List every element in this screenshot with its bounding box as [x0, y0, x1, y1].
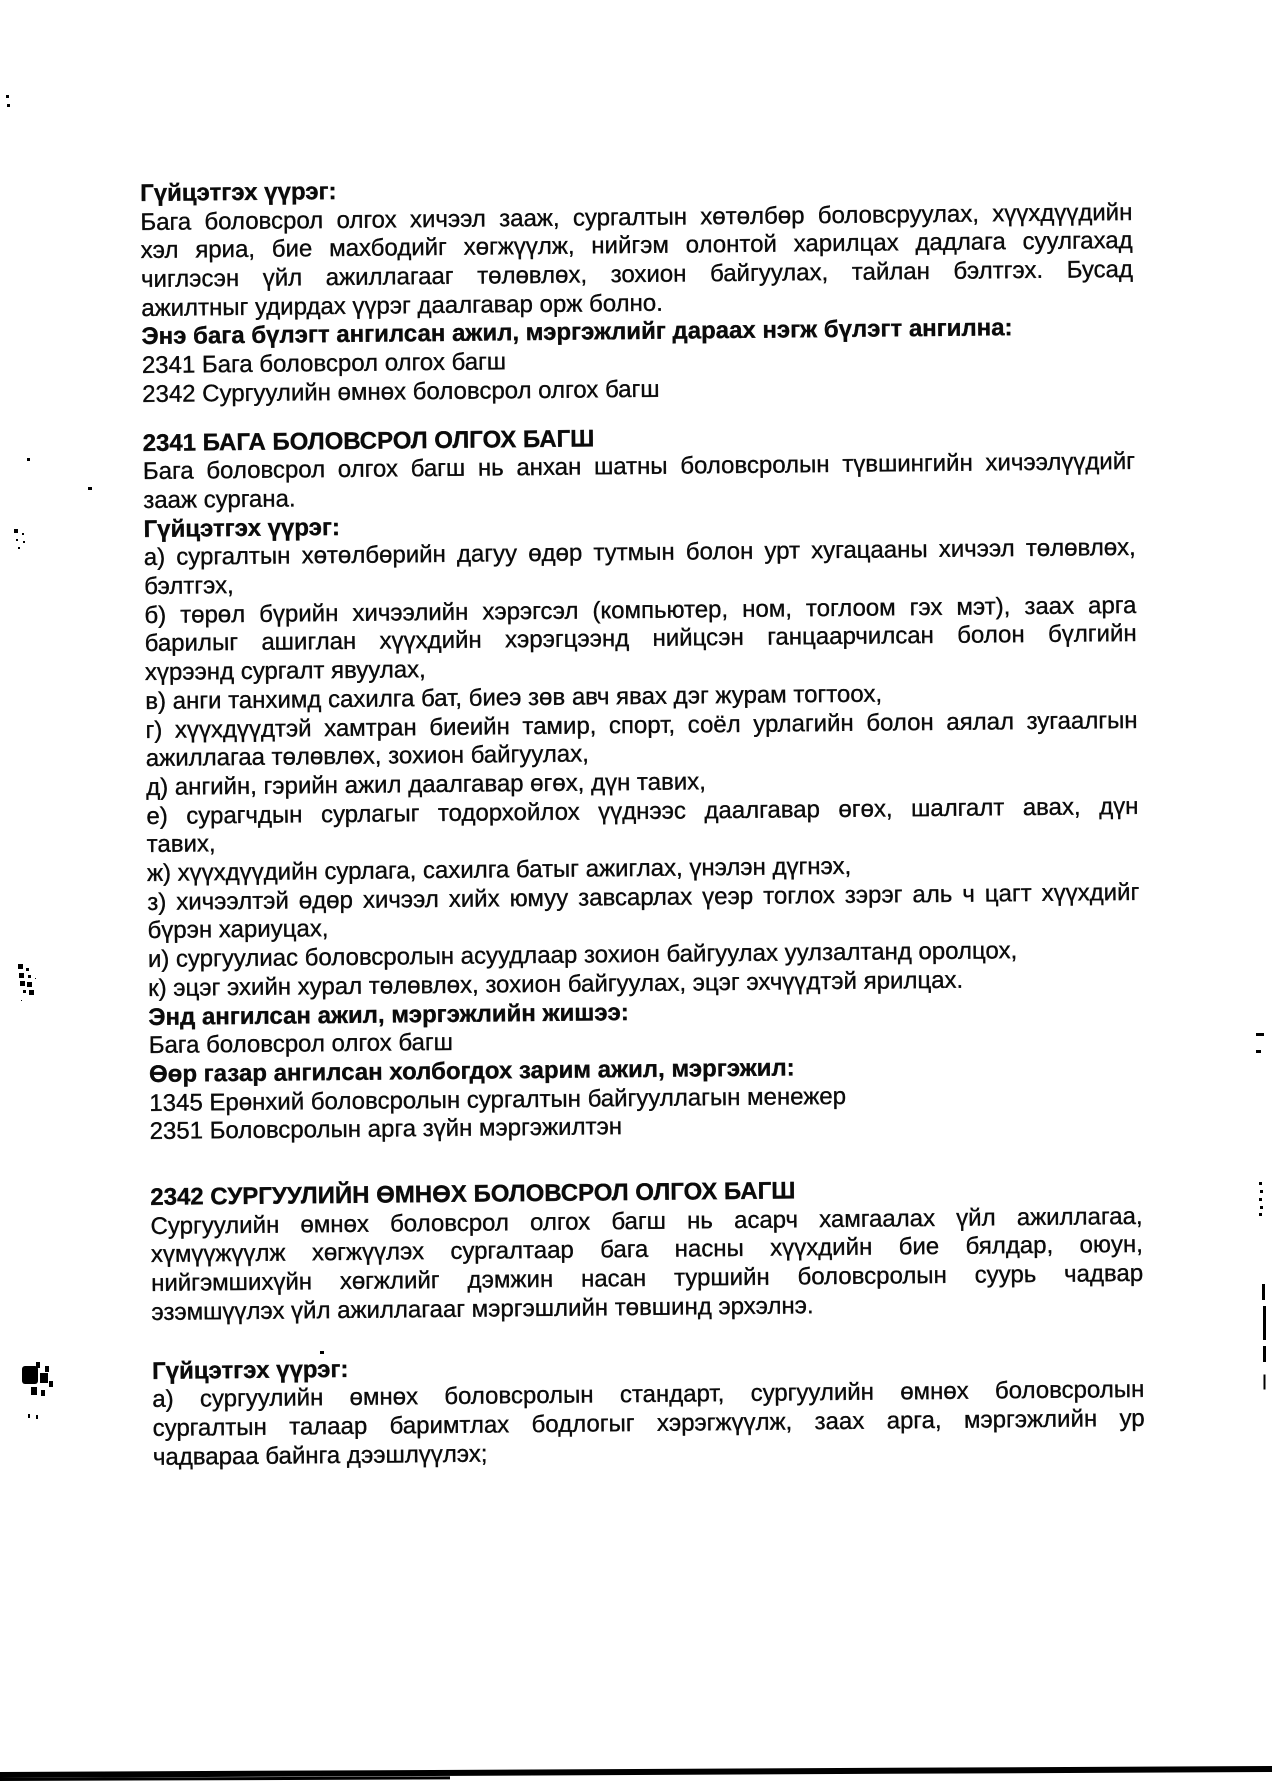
text-line: Энэ бага бүлэгт ангилсан ажил, мэргэжлийг дараах нэгж бүлэгт ангилна:: [141, 314, 1013, 351]
text-line: 2342 Сургуулийн өмнөх боловсрол олгох багш: [142, 375, 660, 408]
text-line: 2341 БАГА БОЛОВСРОЛ ОЛГОХ БАГШ: [142, 424, 595, 457]
text-line: Бага боловсрол олгох багш нь анхан шатны боловсролын түвшингийн хичээлүүдийг: [142, 448, 1136, 486]
text-line: 2341 Бага боловсрол олгох багш: [141, 348, 507, 380]
text-line: Бага боловсрол олгох хичээл зааж, сургалтын хөтөлбөр боловсруулах, хүүхдүүдийн: [140, 198, 1133, 236]
text-line: 2351 Боловсролын арга зүйн мэргэжилтэн: [149, 1113, 623, 1146]
scan-speck: [27, 458, 30, 461]
text-line: к) эцэг эхийн хурал төлөвлөх, зохион байгуулах, эцэг эхчүүдтэй ярилцах.: [148, 966, 964, 1002]
scan-edge-dots: [1259, 1182, 1262, 1185]
text-line: а) сургуулийн өмнөх боловсролын стандарт, сургуулийн өмнөх боловсролын: [152, 1376, 1145, 1414]
text-line: чадвараа байнга дээшлүүлэх;: [152, 1440, 488, 1471]
text-line: чиглэсэн үйл ажиллагааг төлөвлөх, зохион байгуулах, тайлан бэлтгэх. Бусад: [140, 256, 1134, 294]
text-line: хүрээнд сургалт явуулах,: [144, 656, 426, 687]
block-section-2342-duties: [152, 1347, 1145, 1472]
text-line: г) хүүхдүүдтэй хамтран биеийн тамир, спорт, соёл урлагийн болон аялал зугаалгын: [145, 706, 1138, 744]
scan-speck: [1256, 1050, 1261, 1053]
text-line: Гүйцэтгэх үүрэг:: [143, 513, 341, 543]
scan-speck: [1256, 1033, 1264, 1036]
scan-speck: [6, 95, 9, 98]
scan-smudge: [18, 964, 23, 969]
scan-smudge: [14, 529, 18, 533]
text-line: Бага боловсрол олгох багш: [148, 1029, 454, 1060]
text-line: Гүйцэтгэх үүрэг:: [151, 1355, 349, 1385]
text-line: Гүйцэтгэх үүрэг:: [140, 178, 337, 207]
text-line: барилыг ашиглан хүүхдийн хэрэгцээнд нийцсэн ганцаарчилсан болон бүлгийн: [144, 620, 1137, 658]
text-line: Энд ангилсан ажил, мэргэжлийн жишээ:: [148, 998, 629, 1031]
scan-speck: [320, 1351, 324, 1354]
text-line: з) хичээлтэй өдөр хичээл хийх юмуу завсарлах үеэр тоглох зэрэг аль ч цагт хүүхдийг: [147, 878, 1140, 916]
text-line: д) ангийн, гэрийн ажил даалгавар өгөх, дүн тавих,: [146, 768, 706, 801]
text-line: Сургуулийн өмнөх боловсрол олгох багш нь асарч хамгаалах үйл ажиллагаа,: [150, 1202, 1143, 1240]
scan-edge-line: [1262, 1284, 1265, 1300]
text-line: хэл яриа, бие махбодийг хөгжүүлж, нийгэм олонтой харилцах дадлага суулгахад: [140, 227, 1133, 265]
text-line: б) төрөл бүрийн хичээлийн хэрэгсэл (компьютер, ном, тоглоом гэх мэт), заах арга: [144, 591, 1137, 629]
scan-edge-line: [1263, 1306, 1266, 1340]
text-line: Өөр газар ангилсан холбогдох зарим ажил, мэргэжил:: [148, 1054, 795, 1088]
text-line: нийгэмшихүйн хөгжлийг дэмжин насан туршийн боловсролын суурь чадвар: [151, 1260, 1144, 1298]
scan-smudge: [22, 1366, 38, 1384]
text-line: 1345 Ерөнхий боловсролын сургалтын байгууллагын менежер: [149, 1082, 847, 1117]
text-line: а) сургалтын хөтөлбөрийн дагуу өдөр тутмын болон урт хугацааны хичээл төлөвлөх,: [143, 534, 1136, 572]
text-line: тавих,: [146, 830, 216, 859]
text-line: ж) хүүхдүүдийн сурлага, сахилга батыг ажиглах, үнэлэн дүгнэх,: [146, 852, 852, 887]
block-section-2341: [143, 420, 1142, 1147]
text-line: сургалтын талаар баримтлах бодлогыг хэрэгжүүлж, заах арга, мэргэжлийн ур: [152, 1404, 1145, 1442]
text-line: 2342 СУРГУУЛИЙН ӨМНӨХ БОЛОВСРОЛ ОЛГОХ БАГШ: [150, 1177, 796, 1211]
scan-speck: [88, 487, 92, 490]
block-section-2342-intro: [150, 1174, 1143, 1328]
block-intro-duties: [140, 170, 1134, 410]
text-line: ажиллагаа төлөвлөх, зохион байгуулах,: [145, 740, 589, 773]
text-line: хүмүүжүүлж хөгжүүлэх сургалтаар бага насны хүүхдийн бие бялдар, оюун,: [150, 1231, 1143, 1269]
document-text: [140, 170, 1145, 1472]
text-line: ажилтныг удирдах үүрэг даалгавар орж болно.: [141, 289, 663, 322]
scan-bottom-edge-line: [0, 1766, 1272, 1778]
text-line: зааж сургана.: [143, 485, 296, 514]
text-line: в) анги танхимд сахилга бат, биеэ зөв авч явах дэг журам тогтоох,: [145, 680, 883, 715]
scan-bottom-edge-line: [0, 1776, 450, 1781]
text-line: бэлтгэх,: [143, 572, 234, 601]
text-line: эзэмшүүлэх үйл ажиллагааг мэргэшлийн төвшинд эрхэлнэ.: [151, 1292, 814, 1326]
text-line: е) сурагчдын сурлагыг тодорхойлох үүднээс даалгавар өгөх, шалгалт авах, дүн: [146, 792, 1139, 830]
text-line: и) сургуулиас боловсролын асуудлаар зохион байгуулах уулзалтанд оролцох,: [147, 937, 1018, 974]
text-line: бүрэн хариуцах,: [147, 915, 329, 945]
